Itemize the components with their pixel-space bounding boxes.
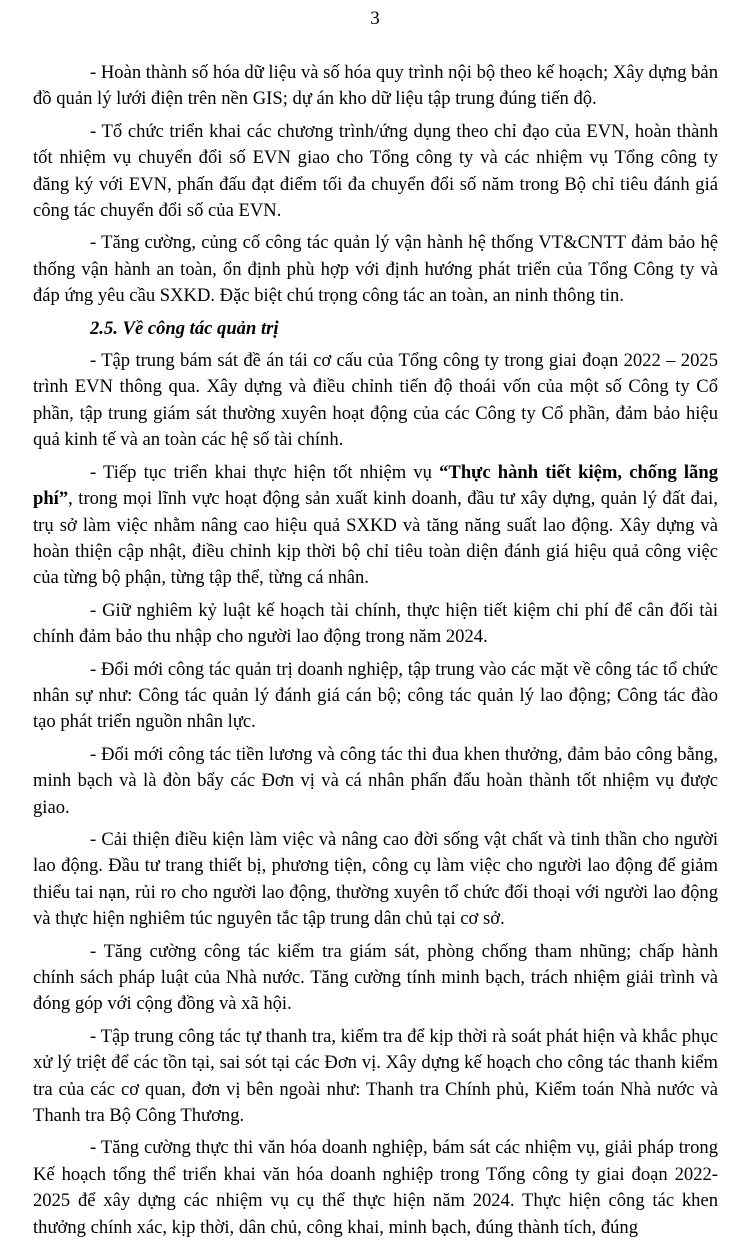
document-body (33, 60, 718, 1247)
thrift-suffix: , trong mọi lĩnh vực hoạt động sản xuất kinh doanh, đầu tư xây dựng, quản lý đất đai, trụ sở làm việc nhằm nâng cao hiệu quả SXKD và tăng năng suất lao động. Xây dựng và hoàn thiện cập nhật, điều chỉnh kịp thời bộ chỉ tiêu toàn diện đánh giá hiệu quả công việc của từng bộ phận, từng tập thể, từng cá nhân. (33, 488, 718, 589)
paragraph-working-conditions: - Cải thiện điều kiện làm việc và nâng cao đời sống vật chất và tinh thần cho người lao động. Đầu tư trang thiết bị, phương tiện, công cụ làm việc cho người lao động để giảm thiểu tai nạn, rủi ro cho người lao động, thường xuyên tổ chức đối thoại với người lao động và thực hiện nghiêm túc nguyên tắc tập trung dân chủ tại cơ sở. (33, 828, 718, 930)
thrift-prefix: - Tiếp tục triển khai thực hiện tốt nhiệm vụ (90, 461, 440, 483)
paragraph-anti-corruption: - Tăng cường công tác kiểm tra giám sát, phòng chống tham nhũng; chấp hành chính sách pháp luật của Nhà nước. Tăng cường tính minh bạch, trách nhiệm giải trình và đóng góp với cộng đồng và xã hội. (33, 940, 718, 1015)
paragraph-corporate-governance: - Đổi mới công tác quản trị doanh nghiệp, tập trung vào các mặt về công tác tổ chức nhân sự như: Công tác quản lý đánh giá cán bộ; công tác quản lý lao động; Công tác đào tạo phát triển nguồn nhân lực. (33, 658, 718, 733)
paragraph-evn-programs: - Tổ chức triển khai các chương trình/ứng dụng theo chỉ đạo của EVN, hoàn thành tốt nhiệm vụ chuyển đổi số EVN giao cho Tổng công ty và các nhiệm vụ Tổng công ty đăng ký với EVN, phấn đấu đạt điểm tối đa chuyển đổi số năm trong Bộ chỉ tiêu đánh giá công tác chuyển đổi số của EVN. (33, 120, 718, 222)
paragraph-digitization: - Hoàn thành số hóa dữ liệu và số hóa quy trình nội bộ theo kế hoạch; Xây dựng bản đồ quản lý lưới điện trên nền GIS; dự án kho dữ liệu tập trung đúng tiến độ. (33, 62, 718, 110)
section-heading: 2.5. Về công tác quản trị (90, 317, 279, 339)
paragraph-salary-emulation: - Đổi mới công tác tiền lương và công tác thi đua khen thưởng, đảm bảo công bằng, minh bạch và là đòn bẩy các Đơn vị và cá nhân phấn đấu hoàn thành tốt nhiệm vụ được giao. (33, 743, 718, 818)
paragraph-corporate-culture: - Tăng cường thực thi văn hóa doanh nghiệp, bám sát các nhiệm vụ, giải pháp trong Kế hoạch tổng thể triển khai văn hóa doanh nghiệp trong Tổng công ty giai đoạn 2022-2025 để xây dựng các nhiệm vụ cụ thể thực hiện năm 2024. Thực hiện công tác khen thưởng chính xác, kịp thời, dân chủ, công khai, minh bạch, đúng thành tích, đúng (33, 1137, 718, 1238)
paragraph-thrift (33, 460, 718, 592)
paragraph-restructuring: - Tập trung bám sát đề án tái cơ cấu của Tổng công ty trong giai đoạn 2022 – 2025 trình EVN thông qua. Xây dựng và điều chỉnh tiến độ thoái vốn của một số Công ty Cổ phần, tập trung giám sát thường xuyên hoạt động của các Công ty Cổ phần, đảm bảo hiệu quả kinh tế và an toàn các hệ số tài chính. (33, 350, 718, 451)
paragraph-financial-discipline: - Giữ nghiêm kỷ luật kế hoạch tài chính, thực hiện tiết kiệm chi phí để cân đối tài chính đảm bảo thu nhập cho người lao động trong năm 2024. (33, 599, 718, 648)
thrift-bold-phrase: “Thực hành tiết kiệm, chống lãng phí” (33, 461, 718, 510)
paragraph-self-inspection: - Tập trung công tác tự thanh tra, kiểm tra để kịp thời rà soát phát hiện và khắc phục xử lý triệt để các tồn tại, sai sót tại các Đơn vị. Xây dựng kế hoạch cho công tác thanh kiểm tra của các cơ quan, đơn vị bên ngoài như: Thanh tra Chính phủ, Kiểm toán Nhà nước và Thanh tra Bộ Công Thương. (33, 1025, 718, 1127)
page-number: 3 (370, 8, 380, 29)
paragraph-it-security: - Tăng cường, củng cố công tác quản lý vận hành hệ thống VT&CNTT đảm bảo hệ thống vận hành an toàn, ổn định phù hợp với định hướng phát triển của Tổng Công ty và đáp ứng yêu cầu SXKD. Đặc biệt chú trọng công tác an toàn, an ninh thông tin. (33, 232, 718, 307)
